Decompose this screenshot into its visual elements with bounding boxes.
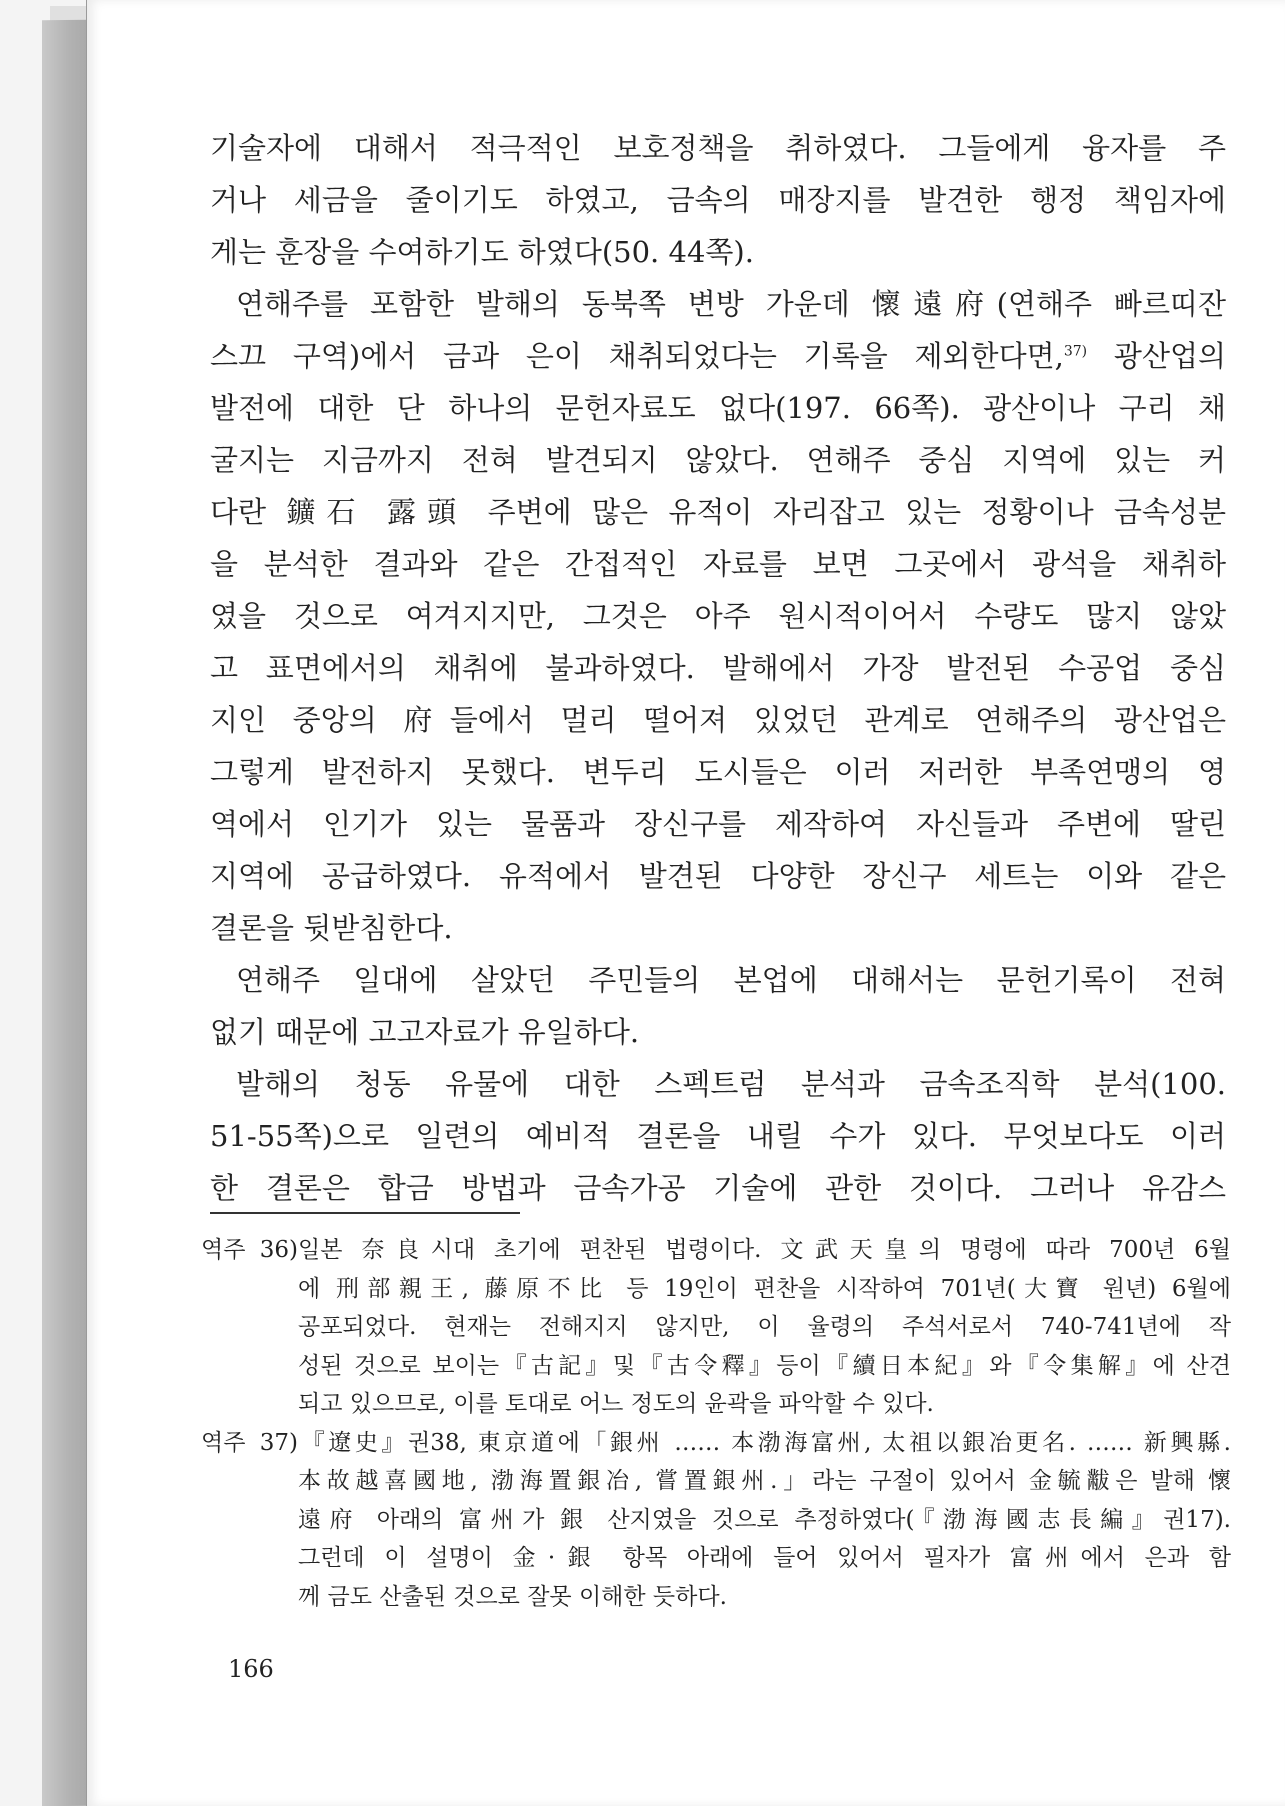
body-line: 발전에 대한 단 하나의 문헌자료도 없다(197. 66쪽). 광산이나 구리 채 — [210, 391, 1226, 425]
body-line: 였을 것으로 여겨지지만, 그것은 아주 원시적이어서 수량도 많지 않았 — [210, 599, 1226, 633]
body-line: 을 분석한 결과와 같은 간접적인 자료를 보면 그곳에서 광석을 채취하 — [210, 547, 1226, 581]
note-37-line: 그런데 이 설명이 金·銀 항목 아래에 들어 있어서 필자가 富州에서 은과 함 — [298, 1545, 1231, 1571]
page-number: 166 — [228, 1655, 274, 1683]
body-line-tail: 광산업의 — [1087, 339, 1226, 373]
note-36-line — [201, 1231, 1231, 1270]
body-line-text: 스끄 구역)에서 금과 은이 채취되었다는 기록을 제외한다면, — [210, 339, 1064, 373]
note-36-line: 성된 것으로 보이는『古記』및『古令釋』등이『續日本紀』와『令集解』에 산견 — [298, 1352, 1231, 1379]
body-line: 고 표면에서의 채취에 불과하였다. 발해에서 가장 발전된 수공업 중심 — [210, 651, 1226, 685]
note-37-line — [201, 1424, 1231, 1463]
note-36-line: 에 刑部親王, 藤原不比 등 19인이 편찬을 시작하여 701년(大寶 원년) 6월에 — [298, 1275, 1231, 1302]
body-line: 결론을 뒷받침한다. — [210, 911, 453, 945]
body-line: 지역에 공급하였다. 유적에서 발견된 다양한 장신구 세트는 이와 같은 — [210, 859, 1226, 893]
body-line: 연해주 일대에 살았던 주민들의 본업에 대해서는 문헌기록이 전혀 — [236, 963, 1226, 997]
note-37-label: 역주 37) — [201, 1429, 298, 1456]
body-line: 다란 鑛石 露頭 주변에 많은 유적이 자리잡고 있는 정황이나 금속성분 — [210, 495, 1226, 529]
body-line: 없기 때문에 고고자료가 유일하다. — [210, 1015, 640, 1049]
book-spine — [42, 20, 88, 1806]
translator-notes — [201, 1231, 1231, 1616]
body-line: 그렇게 발전하지 못했다. 변두리 도시들은 이러 저러한 부족연맹의 영 — [210, 755, 1226, 789]
note-36-line: 공포되었다. 현재는 전해지지 않지만, 이 율령의 주석서로서 740-741년에 작 — [298, 1314, 1231, 1340]
note-36-text: 일본 奈良시대 초기에 편찬된 법령이다. 文武天皇의 명령에 따라 700년 6월 — [298, 1237, 1231, 1263]
note-37-text: 『遼史』권38, 東京道에「銀州 …… 本渤海富州, 太祖以銀冶更名. …… 新興縣. — [298, 1429, 1231, 1456]
body-line: 지인 중앙의 府들에서 멀리 떨어져 있었던 관계로 연해주의 광산업은 — [210, 703, 1226, 737]
note-36-label: 역주 36) — [201, 1237, 298, 1263]
body-line: 기술자에 대해서 적극적인 보호정책을 취하였다. 그들에게 융자를 주 — [210, 131, 1226, 165]
body-line — [210, 330, 1226, 382]
body-line: 51-55쪽)으로 일련의 예비적 결론을 내릴 수가 있다. 무엇보다도 이러 — [210, 1119, 1226, 1153]
body-text — [210, 122, 1226, 1214]
note-37-line: 께 금도 산출된 것으로 잘못 이해한 듯하다. — [298, 1583, 727, 1610]
note-37-line: 本故越喜國地, 渤海置銀冶, 嘗置銀州.」라는 구절이 있어서 金毓黻은 발해 懷 — [298, 1468, 1231, 1494]
body-line: 발해의 청동 유물에 대한 스펙트럼 분석과 금속조직학 분석(100. — [236, 1067, 1226, 1101]
body-line: 연해주를 포함한 발해의 동북쪽 변방 가운데 懷遠府(연해주 빠르띠잔 — [236, 287, 1226, 321]
note-37-line: 遠府 아래의 富州가 銀 산지였을 것으로 추정하였다(『渤海國志長編』권17). — [298, 1506, 1231, 1533]
body-line: 거나 세금을 줄이기도 하였고, 금속의 매장지를 발견한 행정 책임자에 — [210, 183, 1226, 217]
body-line: 역에서 인기가 있는 물품과 장신구를 제작하여 자신들과 주변에 딸린 — [210, 807, 1226, 841]
footnote-divider — [210, 1212, 520, 1214]
book-page — [86, 0, 1285, 1806]
body-line: 한 결론은 합금 방법과 금속가공 기술에 관한 것이다. 그러나 유감스 — [210, 1171, 1226, 1205]
footnote-ref-37[interactable]: 37) — [1063, 343, 1088, 360]
body-line: 굴지는 지금까지 전혀 발견되지 않았다. 연해주 중심 지역에 있는 커 — [210, 443, 1226, 477]
note-36-line: 되고 있으므로, 이를 토대로 어느 정도의 윤곽을 파악할 수 있다. — [298, 1391, 934, 1417]
body-line: 게는 훈장을 수여하기도 하였다(50. 44쪽). — [210, 235, 754, 269]
